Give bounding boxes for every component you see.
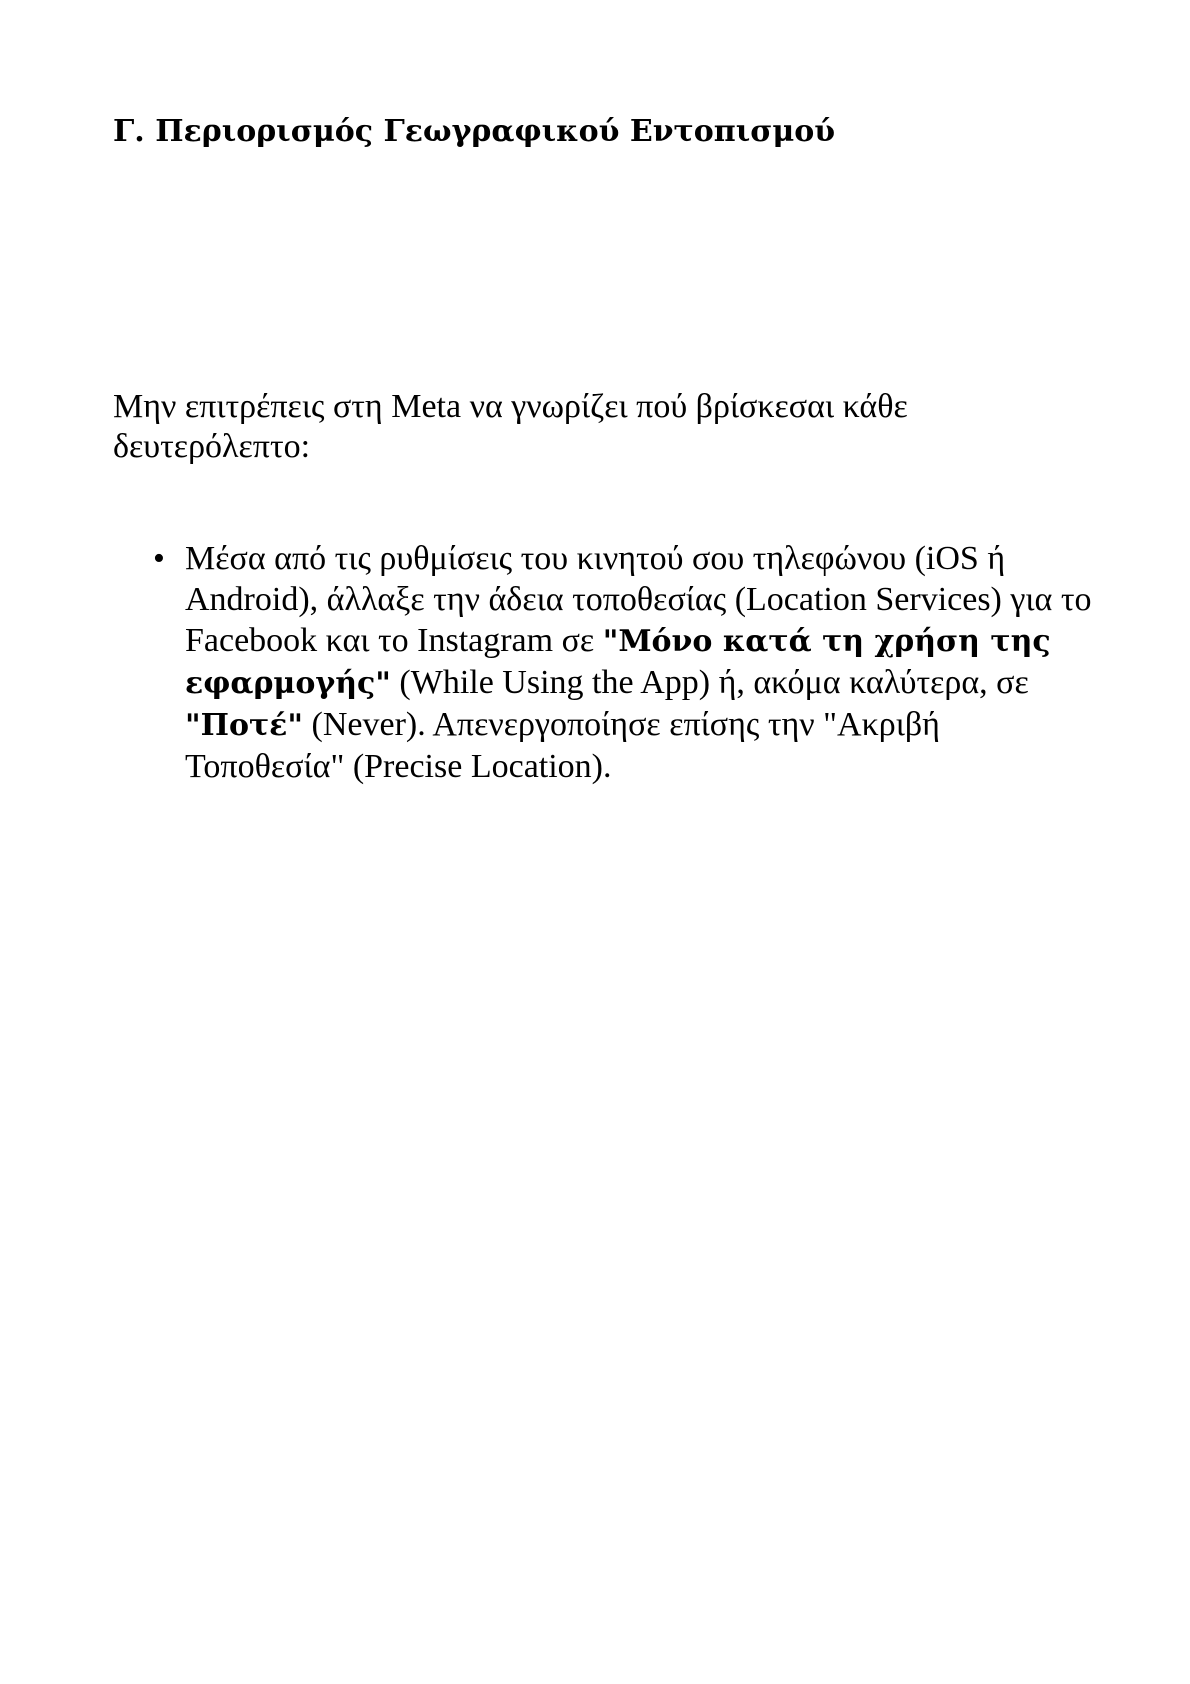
bullet-text: (Never). Απενεργοποίησε επίσης την "Ακριβή Τοποθεσία" (Precise Location). [185, 706, 940, 785]
bullet-marker: • [153, 540, 165, 577]
intro-paragraph: Μην επιτρέπεις στη Meta να γνωρίζει πού βρίσκεσαι κάθε δευτερόλεπτο: [113, 388, 908, 465]
bullet-bold-option-never: "Ποτέ" [185, 708, 304, 743]
bullet-bold-option-while-using: "Μόνο κατά τη χρήση της εφαρμογής" [185, 624, 1051, 701]
bullet-text: (While Using the App) ή, ακόμα καλύτερα, σε [390, 664, 1029, 701]
list-item [113, 538, 1103, 787]
bullet-list [113, 538, 1103, 787]
bullet-text: Μέσα από τις ρυθμίσεις του κινητού σου τηλεφώνου (iOS ή Android), άλλαξε την άδεια τοποθεσίας (Location Services) για το Facebook και το Instagram σε [185, 540, 1092, 659]
section-heading: Γ. Περιορισμός Γεωγραφικού Εντοπισμού [113, 114, 836, 149]
